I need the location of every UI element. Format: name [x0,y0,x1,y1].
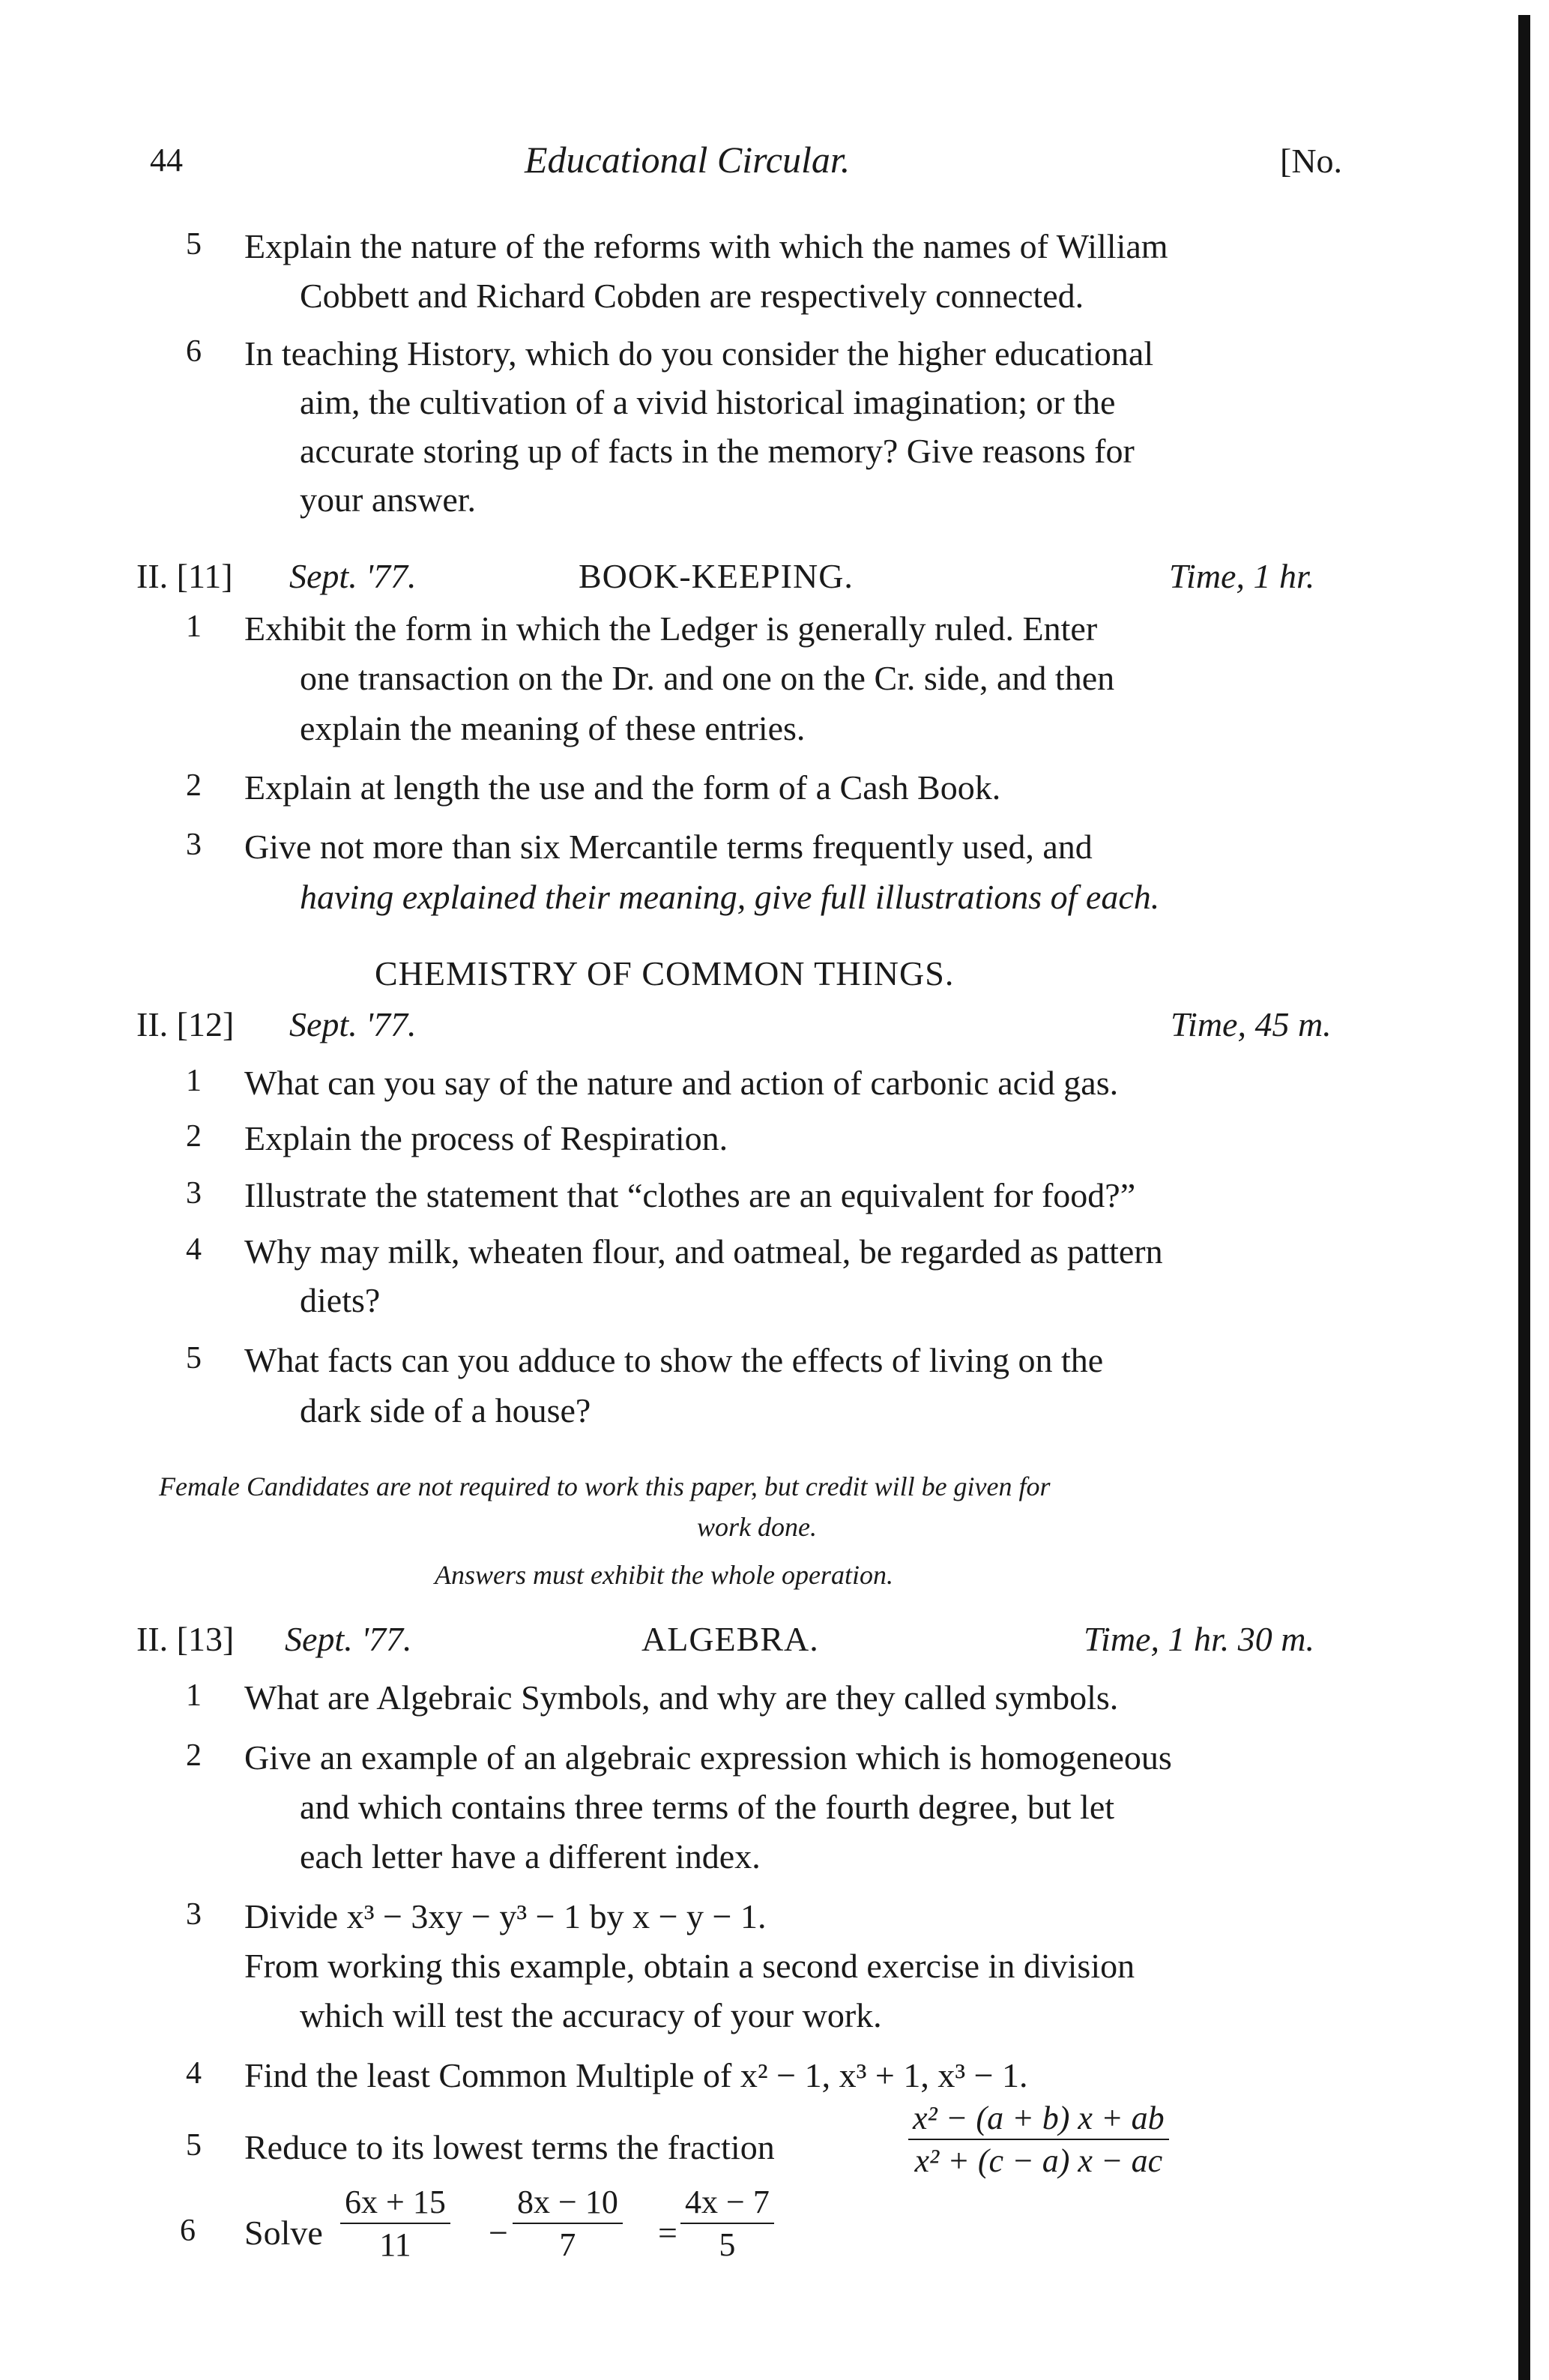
fraction-denominator: x² + (c − a) x − ac [914,2142,1163,2179]
question-text-line: one transaction on the Dr. and one on the Cr. side, and then [300,659,1115,697]
fraction-numerator: 6x + 15 [340,2183,450,2224]
paper-date: Sept. '77. [289,1005,417,1043]
question-text-line: Explain at length the use and the form of a Cash Book. [244,768,1001,807]
time-allowed: Time, 45 m. [1171,1005,1332,1043]
paper-number: II. [12] [136,1005,235,1043]
fraction-denominator: 11 [379,2226,411,2263]
chemistry-heading-row [0,953,1549,1003]
question-number: 3 [186,828,202,862]
question-text-line: In teaching History, which do you consider the higher educational [244,334,1154,373]
question-text-line: aim, the cultivation of a vivid historical imagination; or the [300,383,1116,421]
question-text-line: What facts can you adduce to show the effects of living on the [244,1341,1104,1379]
equals-operator: = [658,2214,677,2252]
question-text-line: and which contains three terms of the fourth degree, but let [300,1788,1115,1826]
fraction-denominator: 5 [719,2226,736,2263]
question-text-line: Why may milk, wheaten flour, and oatmeal, be regarded as pattern [244,1232,1163,1271]
page-number: 44 [150,142,183,178]
note-line: Female Candidates are not required to work this paper, but credit will be given for [159,1471,1051,1501]
question-number: 4 [186,1232,202,1267]
question-number: 1 [186,1064,202,1098]
fraction [513,2183,623,2264]
running-header [0,141,1549,190]
running-title: Educational Circular. [525,139,851,181]
time-allowed: Time, 1 hr. [1169,557,1315,595]
question-number: 1 [186,1678,202,1713]
question-text-line: accurate storing up of facts in the memory? Give reasons for [300,432,1135,470]
answers-note [0,1559,1549,1609]
fraction [340,2183,450,2264]
question-text-line: Divide x³ − 3xy − y³ − 1 by x − y − 1. [244,1897,767,1935]
question-text-line: Give not more than six Mercantile terms frequently used, and [244,828,1093,866]
paper-date: Sept. '77. [289,557,417,595]
question-text-line: Explain the nature of the reforms with which the names of William [244,227,1168,265]
time-allowed: Time, 1 hr. 30 m. [1084,1620,1314,1658]
question-text-line: Give an example of an algebraic expression which is homogeneous [244,1738,1172,1777]
question-text-line: Explain the process of Respiration. [244,1119,728,1157]
question-text-line: explain the meaning of these entries. [300,709,806,747]
minus-operator: − [489,2214,508,2252]
question-text-line: Cobbett and Richard Cobden are respectively connected. [300,277,1084,315]
question-text-line: your answer. [300,480,477,519]
question-number: 2 [186,1738,202,1773]
section-title: CHEMISTRY OF COMMON THINGS. [375,954,955,992]
question-text-line: having explained their meaning, give full illustrations of each. [300,878,1160,916]
question-number: 5 [186,2128,202,2163]
question-number: 3 [186,1176,202,1211]
question-text-line: each letter have a different index. [300,1837,761,1876]
fraction-numerator: 4x − 7 [680,2183,774,2224]
question-text-line: diets? [300,1281,381,1319]
fraction-denominator: 7 [559,2226,576,2263]
fraction [908,2099,1169,2180]
question-number: 2 [186,768,202,803]
paper-number: II. [13] [136,1620,235,1658]
question-text-line: Illustrate the statement that “clothes are an equivalent for food?” [244,1176,1136,1214]
section-title: ALGEBRA. [641,1620,819,1658]
chemistry-header [0,1004,1549,1054]
question-number: 3 [186,1897,202,1932]
question-number: 4 [186,2056,202,2091]
note-line: work done. [697,1512,817,1542]
question-number: 2 [186,1119,202,1154]
paper-number: II. [11] [136,557,233,595]
note-line: Answers must exhibit the whole operation. [435,1560,893,1590]
paper-date: Sept. '77. [285,1620,412,1658]
fraction-numerator: x² − (a + b) x + ab [908,2099,1169,2140]
question-text-line: Find the least Common Multiple of x² − 1, x³ + 1, x³ − 1. [244,2056,1028,2094]
bookkeeping-header [0,556,1549,606]
question-text-line: What are Algebraic Symbols, and why are they called symbols. [244,1678,1119,1717]
question-number: 6 [180,2214,196,2248]
issue-label: [No. [1280,142,1343,180]
question-number: 6 [186,334,202,369]
question-number: 1 [186,609,202,644]
fraction [680,2183,774,2264]
question-text-line: What can you say of the nature and action of carbonic acid gas. [244,1064,1119,1102]
question-text-line: dark side of a house? [300,1391,591,1429]
question-text-line: Exhibit the form in which the Ledger is generally ruled. Enter [244,609,1098,648]
question-number: 5 [186,1341,202,1376]
algebra-header [0,1619,1549,1669]
question-text-line: which will test the accuracy of your work. [300,1996,882,2034]
female-candidates-note-cont [0,1511,1549,1561]
fraction-numerator: 8x − 10 [513,2183,623,2224]
question-text-line: Solve [244,2214,323,2252]
question-text-line: From working this example, obtain a second exercise in division [244,1947,1135,1985]
question-text-line: Reduce to its lowest terms the fraction [244,2128,775,2166]
question-number: 5 [186,227,202,262]
section-title: BOOK-KEEPING. [579,557,854,595]
